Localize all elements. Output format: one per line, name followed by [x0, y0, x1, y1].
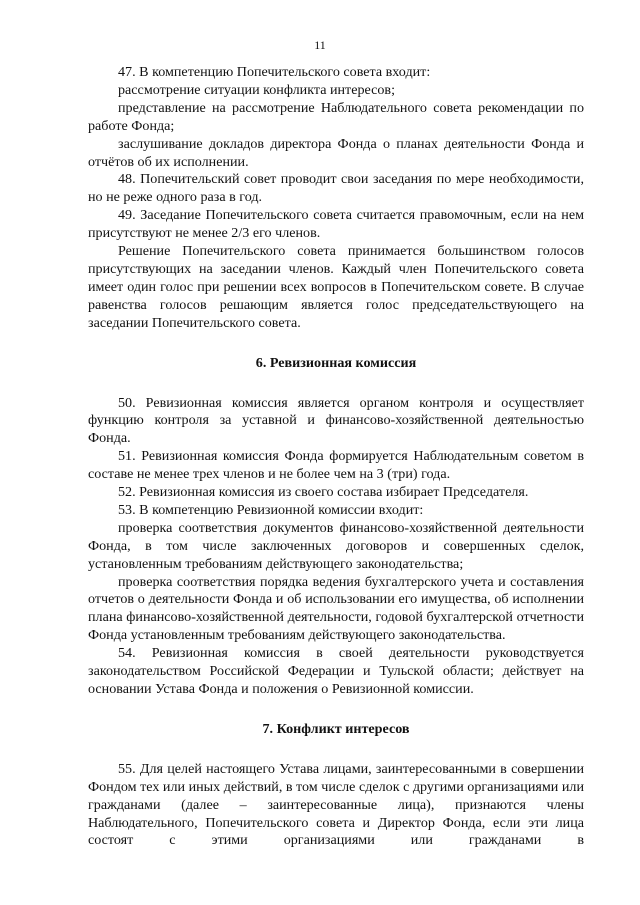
document-body [88, 64, 584, 850]
list-item-recommendations: представление на рассмотрение Наблюдательного совета рекомендации по работе Фонда; [88, 99, 584, 134]
paragraph-55: 55. Для целей настоящего Устава лицами, заинтересованными в совершении Фондом тех или иных действий, в том числе сделок с другими организациями или гражданами (далее – заинтересованные лица), признаются члены Наблюдательного, Попечительского совета и Директор Фонда, если эти лица состоят с этими организациями или гражданами в [88, 760, 584, 849]
paragraph-51: 51. Ревизионная комиссия Фонда формируется Наблюдательным советом в составе не менее трех членов и не более чем на 3 (три) года. [88, 448, 584, 483]
paragraph-49: 49. Заседание Попечительского совета считается правомочным, если на нем присутствуют не менее 2/3 его членов. [88, 207, 584, 242]
paragraph-53: 53. В компетенцию Ревизионной комиссии входит: [118, 501, 424, 518]
paragraph-50: 50. Ревизионная комиссия является органом контроля и осуществляет функцию контроля за уставной и финансово-хозяйственной деятельностью Фонда. [88, 394, 584, 447]
paragraph-52: 52. Ревизионная комиссия из своего состава избирает Председателя. [118, 484, 529, 501]
list-item-accounting-check: проверка соответствия порядка ведения бухгалтерского учета и составления отчетов о деятельности Фонда и об использовании его имущества, об исполнении плана финансово-хозяйственной деятельности, годовой бухгалтерской отчетности Фонда установленным требованиям действующего законодательства. [88, 573, 584, 644]
list-item-documents-check: проверка соответствия документов финансово-хозяйственной деятельности Фонда, в том числе заключенных договоров и совершенных сделок, установленным требованиям действующего законодательства; [88, 519, 584, 572]
section-heading-6: 6. Ревизионная комиссия [255, 354, 417, 371]
paragraph-decision: Решение Попечительского совета принимается большинством голосов присутствующих на заседании членов. Каждый член Попечительского совета имеет один голос при решении всех вопросов в Попечительском совете. В случае равенства голосов решающим является голос председательствующего на заседании Попечительского совета. [88, 243, 584, 331]
paragraph-48: 48. Попечительский совет проводит свои заседания по мере необходимости, но не реже одного раза в год. [88, 171, 584, 206]
page-number: 11 [314, 38, 326, 52]
paragraph-54: 54. Ревизионная комиссия в своей деятельности руководствуется законодательством Российской Федерации и Тульской области; действует на основании Устава Фонда и положения о Ревизионной комиссии. [88, 645, 584, 697]
list-item-reports: заслушивание докладов директора Фонда о планах деятельности Фонда и отчётов об их исполнении. [88, 135, 584, 170]
section-heading-7: 7. Конфликт интересов [262, 720, 410, 737]
paragraph-47: 47. В компетенцию Попечительского совета входит: [118, 64, 431, 80]
list-item-conflict: рассмотрение ситуации конфликта интересов; [118, 81, 396, 98]
